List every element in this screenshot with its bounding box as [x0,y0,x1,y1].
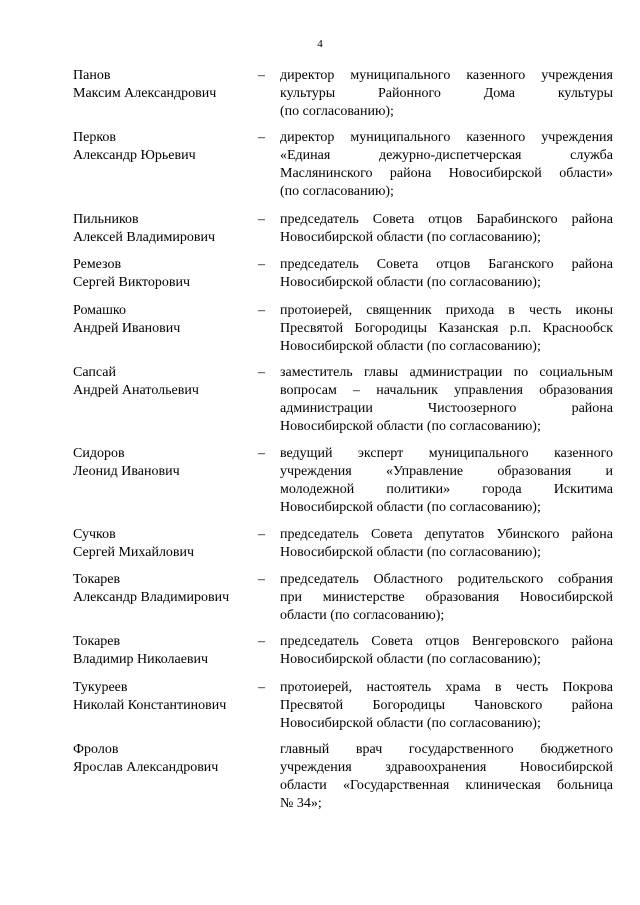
member-given-names: Сергей Михайлович [73,545,195,560]
entry-dash: – [258,303,265,318]
role-line: председатель Областного родительского собрания [280,572,613,587]
role-line: председатель Совета отцов Баганского района [280,257,613,272]
role-line: Пресвятой Богородицы Казанская р.п. Краснообск [280,321,613,336]
member-surname: Токарев [73,634,121,649]
role-line: Маслянинского района Новосибирской области» [280,166,613,181]
role-line: главный врач государственного бюджетного [280,742,613,757]
entry-dash: – [258,257,265,272]
member-given-names: Ярослав Александрович [73,760,219,775]
member-given-names: Алексей Владимирович [73,230,216,245]
member-surname: Фролов [73,742,119,757]
role-line: председатель Совета отцов Барабинского района [280,212,613,227]
member-surname: Сидоров [73,446,125,461]
member-surname: Тукуреев [73,680,128,695]
member-name [73,302,253,338]
member-role [280,211,613,247]
role-line: Новосибирской области (по согласованию); [280,230,541,245]
member-name [73,256,253,292]
member-role [280,741,613,813]
member-role [280,129,613,201]
member-role [280,364,613,436]
role-line: протоиерей, настоятель храма в честь Покрова [280,680,613,695]
role-line: культуры Районного Дома культуры [280,86,613,101]
member-given-names: Николай Константинович [73,698,227,713]
member-name [73,526,253,562]
role-line: области «Государственная клиническая больница [280,778,613,793]
member-name [73,364,253,400]
entry-dash: – [258,130,265,145]
role-line: директор муниципального казенного учреждения [280,130,613,145]
member-surname: Панов [73,68,111,83]
member-name [73,129,253,165]
member-role [280,633,613,669]
role-line: администрации Чистоозерного района [280,401,613,416]
member-surname: Сучков [73,527,116,542]
entry-dash: – [258,527,265,542]
member-role [280,302,613,356]
member-name [73,741,253,777]
entry-dash: – [258,68,265,83]
member-given-names: Андрей Анатольевич [73,383,199,398]
member-given-names: Сергей Викторович [73,275,191,290]
role-line: председатель Совета отцов Венгеровского района [280,634,613,649]
role-line: председатель Совета депутатов Убинского района [280,527,613,542]
role-line: заместитель главы администрации по социальным [280,365,613,380]
member-name [73,633,253,669]
role-line: Новосибирской области (по согласованию); [280,652,541,667]
member-surname: Пильников [73,212,139,227]
member-given-names: Леонид Иванович [73,464,180,479]
role-line: Новосибирской области (по согласованию); [280,716,541,731]
role-line: при министерстве образования Новосибирской [280,590,613,605]
member-role [280,445,613,517]
member-surname: Перков [73,130,117,145]
role-line: Новосибирской области (по согласованию); [280,545,541,560]
entry-dash: – [258,572,265,587]
member-name [73,679,253,715]
role-line: Новосибирской области (по согласованию); [280,339,541,354]
role-line: (по согласованию); [280,184,394,199]
member-name [73,211,253,247]
role-line: молодежной политики» города Искитима [280,482,613,497]
member-surname: Сапсай [73,365,116,380]
member-given-names: Александр Юрьевич [73,148,196,163]
role-line: Пресвятой Богородицы Чановского района [280,698,613,713]
role-line: учреждения здравоохранения Новосибирской [280,760,613,775]
member-name [73,445,253,481]
member-name [73,571,253,607]
member-role [280,679,613,733]
role-line: (по согласованию); [280,104,394,119]
entry-dash: – [258,680,265,695]
role-line: вопросам – начальник управления образования [280,383,613,398]
entry-dash: – [258,446,265,461]
role-line: «Единая дежурно-диспетчерская служба [280,148,613,163]
role-line: № 34»; [280,796,322,811]
member-role [280,67,613,121]
role-line: учреждения «Управление образования и [280,464,613,479]
role-line: области (по согласованию); [280,608,445,623]
member-surname: Ромашко [73,303,127,318]
member-name [73,67,253,103]
member-given-names: Андрей Иванович [73,321,181,336]
role-line: директор муниципального казенного учреждения [280,68,613,83]
role-line: Новосибирской области (по согласованию); [280,500,541,515]
member-role [280,256,613,292]
role-line: протоиерей, священник прихода в честь иконы [280,303,613,318]
entry-dash: – [258,212,265,227]
role-line: Новосибирской области (по согласованию); [280,275,541,290]
entry-dash: – [258,365,265,380]
role-line: Новосибирской области (по согласованию); [280,419,541,434]
member-given-names: Владимир Николаевич [73,652,209,667]
member-given-names: Максим Александрович [73,86,217,101]
member-surname: Токарев [73,572,121,587]
page-number: 4 [317,38,323,50]
member-role [280,571,613,625]
member-given-names: Александр Владимирович [73,590,230,605]
role-line: ведущий эксперт муниципального казенного [280,446,613,461]
entry-dash: – [258,634,265,649]
member-surname: Ремезов [73,257,122,272]
member-role [280,526,613,562]
